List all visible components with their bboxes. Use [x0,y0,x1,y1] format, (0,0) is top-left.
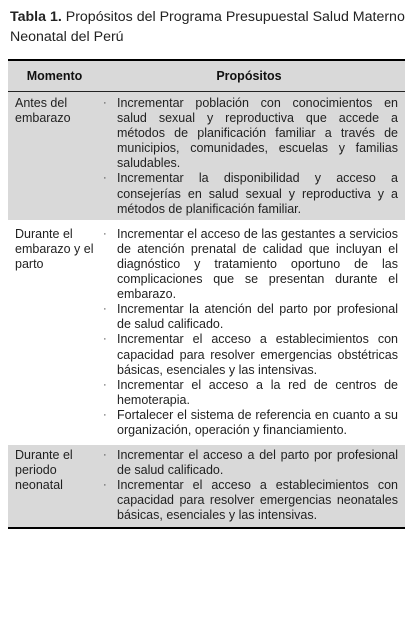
bullet-icon: · [103,97,107,109]
purpose-text: Incrementar el acceso a establecimientos con capacidad para resolver emergencias obstétricas básicas, esenciales y las intensivas. [117,332,398,377]
purpose-text: Incrementar la disponibilidad y acceso a consejerías en salud sexual y reproductiva y a métodos de planificación familiar. [117,171,398,216]
bullet-icon: · [103,172,107,185]
bullet-icon: · [103,408,107,421]
bullet-icon: · [103,449,107,462]
purpose-item [101,332,398,377]
table-caption [10,7,406,47]
header-propositos: Propósitos [216,69,282,83]
purpose-text: Fortalecer el sistema de referencia en cuanto a su organización, operación y financiamiento. [117,407,398,437]
table-row [8,445,405,526]
purpose-item [101,448,398,478]
propositos-cell [101,224,405,441]
bullet-icon: · [103,303,107,316]
table-row [8,224,405,441]
purpose-item [101,171,398,216]
propositos-cell [101,92,405,220]
purpose-item [101,408,398,438]
purpose-item [101,302,398,332]
purpose-text: Incrementar la atención del parto por profesional de salud calificado. [117,302,398,332]
table-header [8,61,405,91]
purpose-text: Incrementar el acceso a del parto por profesional de salud calificado. [117,448,398,478]
bullet-icon: · [103,378,107,391]
caption-label: Tabla 1. [10,9,62,25]
momento-cell: Durante el periodo neonatal [15,448,73,493]
purpose-text: Incrementar el acceso de las gestantes a servicios de atención prenatal de calidad que incluyan el diagnóstico y tratamiento oportuno de las complicaciones que se presentan durante el embarazo. [117,226,398,302]
purpose-text: Incrementar población con conocimientos en salud sexual y reproductiva que accede a métodos de planificación familiar a través de municipios, comunidades, escuelas y familias saludables. [117,96,398,171]
table-bottom-rule [8,527,405,529]
purpose-text: Incrementar el acceso a la red de centros de hemoterapia. [117,377,398,407]
propositos-cell [101,445,405,526]
table-row [8,92,405,220]
bullet-icon: · [103,479,107,492]
caption-text: Propósitos del Programa Presupuestal Salud Materno Neonatal del Perú [10,9,405,45]
purpose-item [101,227,398,302]
purpose-item [101,96,398,171]
bullet-icon: · [103,333,107,346]
momento-cell: Antes del embarazo [15,96,71,126]
purpose-text: Incrementar el acceso a establecimientos con capacidad para resolver emergencias neonatales básicas, esenciales y las intensivas. [117,478,398,523]
momento-cell: Durante el embarazo y el parto [15,226,94,271]
purpose-item [101,378,398,408]
purpose-item [101,478,398,523]
header-momento: Momento [26,69,83,83]
purposes-table [8,59,405,529]
bullet-icon: · [103,227,107,240]
